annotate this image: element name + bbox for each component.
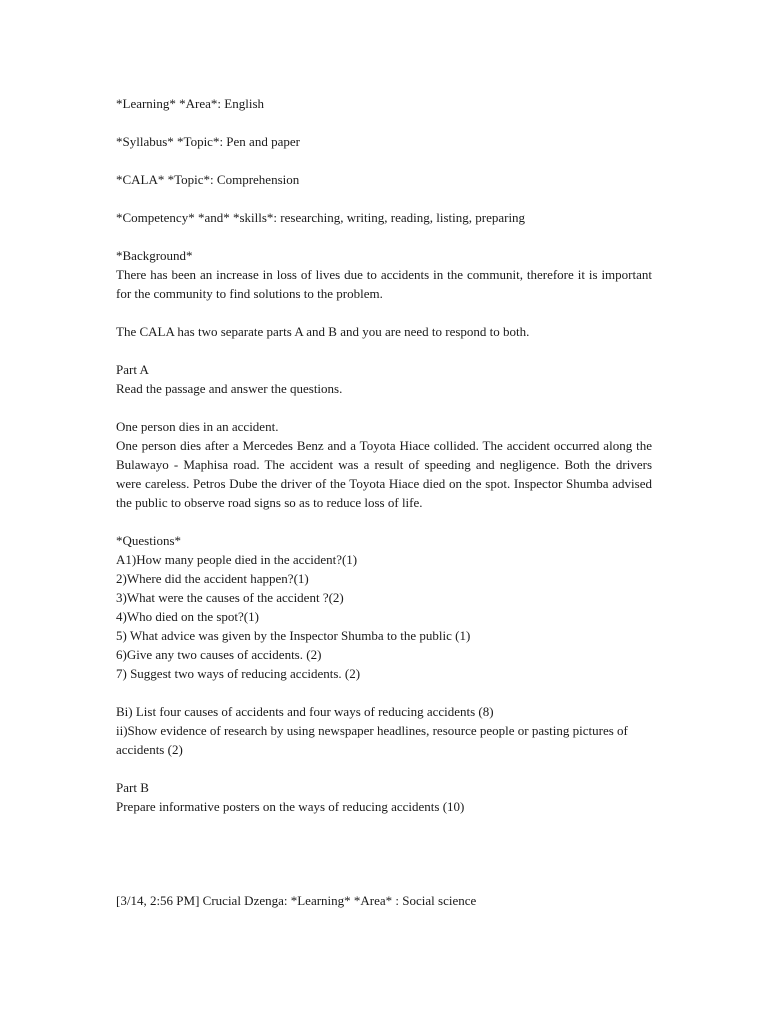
question-item: A1)How many people died in the accident?(1) [116,552,358,567]
part-b-task-1: Bi) List four causes of accidents and four ways of reducing accidents (8) [116,704,494,719]
document-body [116,94,652,816]
question-item: 2)Where did the accident happen?(1) [116,571,309,586]
question-item: 6)Give any two causes of accidents. (2) [116,647,322,662]
cala-topic-line: *CALA* *Topic*: Comprehension [116,172,300,187]
question-item: 3)What were the causes of the accident ?(2) [116,590,344,605]
learning-area-line: *Learning* *Area*: English [116,96,265,111]
background-text: There has been an increase in loss of lives due to accidents in the communit, therefore it is important for the community to find solutions to the problem. [116,267,652,301]
part-b-task-2: ii)Show evidence of research by using newspaper headlines, resource people or pasting pictures of accidents (2) [116,723,628,757]
intro-text: The CALA has two separate parts A and B and you are need to respond to both. [116,324,530,339]
question-item: 5) What advice was given by the Inspector Shumba to the public (1) [116,628,471,643]
part-b-heading: Part B [116,780,149,795]
question-item: 7) Suggest two ways of reducing accidents. (2) [116,666,361,681]
background-heading: *Background* [116,248,193,263]
syllabus-topic-line: *Syllabus* *Topic*: Pen and paper [116,134,300,149]
question-item: 4)Who died on the spot?(1) [116,609,259,624]
part-b-text: Prepare informative posters on the ways of reducing accidents (10) [116,799,465,814]
passage-text: One person dies after a Mercedes Benz and a Toyota Hiace collided. The accident occurred along the Bulawayo - Maphisa road. The accident was a result of speeding and negligence. Both the drivers were careless. Petros Dube the driver of the Toyota Hiace died on the spot. Inspector Shumba advised the public to observe road signs so as to reduce loss of life. [116,438,652,510]
competency-line: *Competency* *and* *skills*: researching, writing, reading, listing, preparing [116,210,526,225]
footer-message: [3/14, 2:56 PM] Crucial Dzenga: *Learning* *Area* : Social science [116,893,477,908]
part-a-instruction: Read the passage and answer the questions. [116,381,343,396]
part-a-heading: Part A [116,362,149,377]
passage-title: One person dies in an accident. [116,419,279,434]
questions-heading: *Questions* [116,533,181,548]
